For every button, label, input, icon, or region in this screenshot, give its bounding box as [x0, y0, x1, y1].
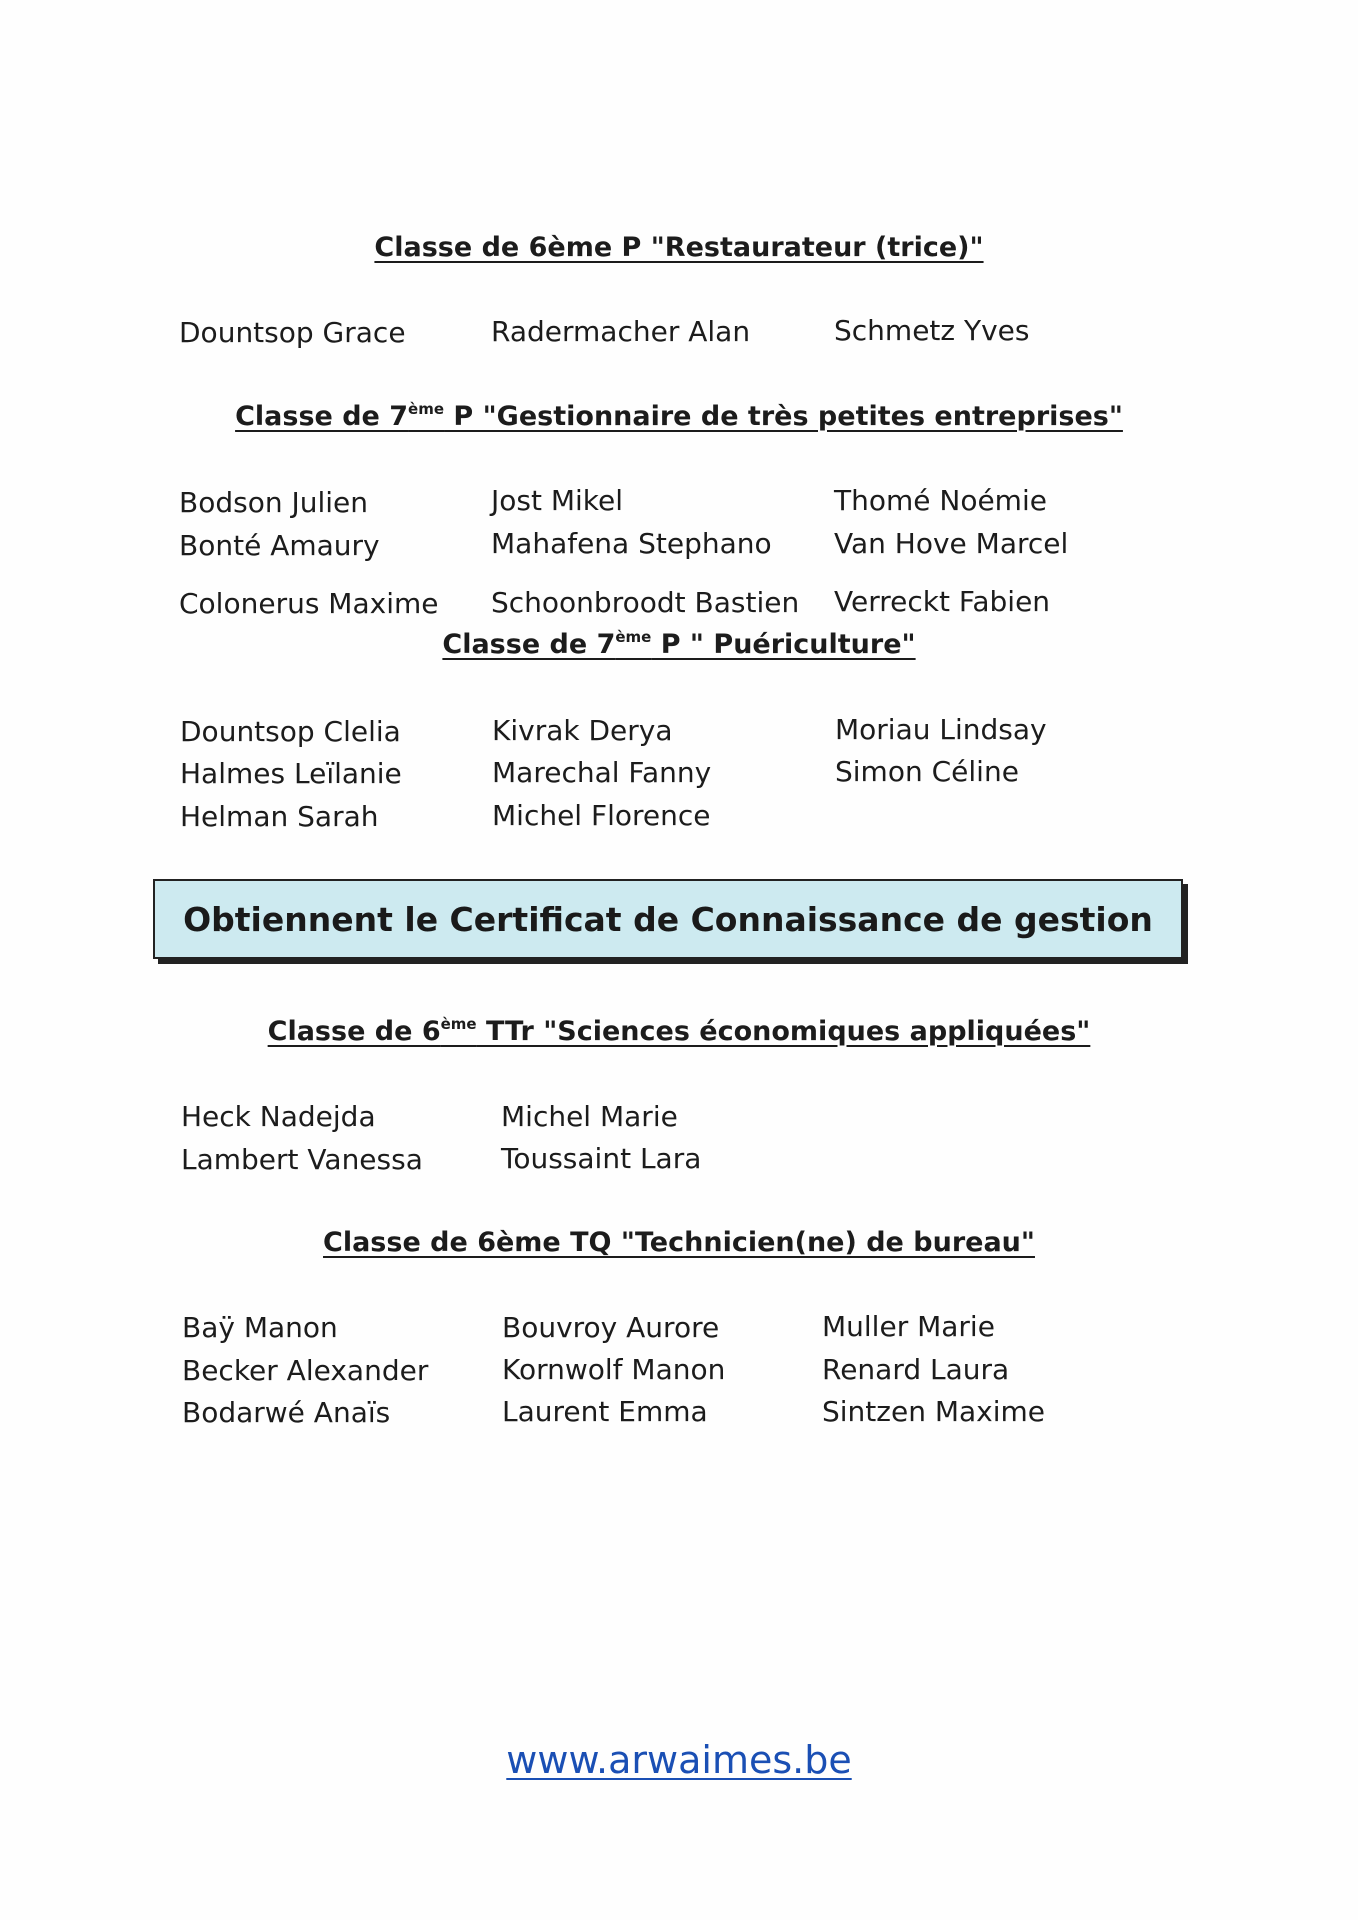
student-name: Laurent Emma [502, 1395, 708, 1428]
student-name: Kornwolf Manon [502, 1353, 726, 1386]
student-name: Schmetz Yves [834, 314, 1030, 347]
student-name: Schoonbroodt Bastien [491, 586, 800, 619]
student-name: Michel Florence [492, 799, 711, 832]
student-name: Marechal Fanny [492, 756, 712, 789]
student-name: Halmes Leïlanie [180, 757, 402, 790]
student-name: Van Hove Marcel [834, 527, 1069, 560]
student-name: Baÿ Manon [182, 1311, 338, 1344]
section-heading-6tq-technicien: Classe de 6ème TQ "Technicien(ne) de bureau" [323, 1227, 1035, 1258]
student-name: Muller Marie [822, 1310, 995, 1343]
website-link[interactable]: www.arwaimes.be [506, 1738, 852, 1782]
certificate-banner [153, 879, 1183, 959]
student-name: Bodson Julien [179, 486, 369, 519]
student-name: Bonté Amaury [179, 529, 380, 562]
student-name: Bouvroy Aurore [502, 1311, 720, 1344]
section-heading-6ttr-sciences: Classe de 6ème TTr "Sciences économiques appliquées" [267, 1015, 1091, 1047]
student-name: Becker Alexander [182, 1354, 429, 1387]
student-name: Simon Céline [835, 755, 1019, 788]
banner-title: Obtiennent le Certificat de Connaissance de gestion [183, 899, 1153, 939]
student-name: Kivrak Derya [492, 714, 673, 747]
student-name: Radermacher Alan [491, 315, 751, 348]
student-name: Toussaint Lara [501, 1142, 702, 1175]
section-heading-6p-restaurateur: Classe de 6ème P "Restaurateur (trice)" [374, 232, 984, 263]
student-name: Renard Laura [822, 1353, 1010, 1386]
student-name: Heck Nadejda [181, 1100, 376, 1133]
section-heading-7p-puericulture: Classe de 7ème P " Puériculture" [442, 628, 916, 660]
student-name: Jost Mikel [491, 484, 624, 517]
student-name: Helman Sarah [180, 800, 379, 833]
student-name: Moriau Lindsay [835, 713, 1047, 746]
student-name: Bodarwé Anaïs [182, 1396, 391, 1429]
student-name: Colonerus Maxime [179, 587, 439, 620]
student-name: Verreckt Fabien [834, 585, 1051, 618]
student-name: Dountsop Grace [179, 316, 406, 349]
student-name: Mahafena Stephano [491, 527, 772, 560]
student-name: Dountsop Clelia [180, 715, 401, 748]
student-name: Thomé Noémie [834, 484, 1047, 517]
student-name: Lambert Vanessa [181, 1143, 423, 1176]
section-heading-7p-gestionnaire: Classe de 7ème P "Gestionnaire de très petites entreprises" [235, 400, 1123, 432]
student-name: Sintzen Maxime [822, 1395, 1046, 1428]
student-name: Michel Marie [501, 1100, 678, 1133]
